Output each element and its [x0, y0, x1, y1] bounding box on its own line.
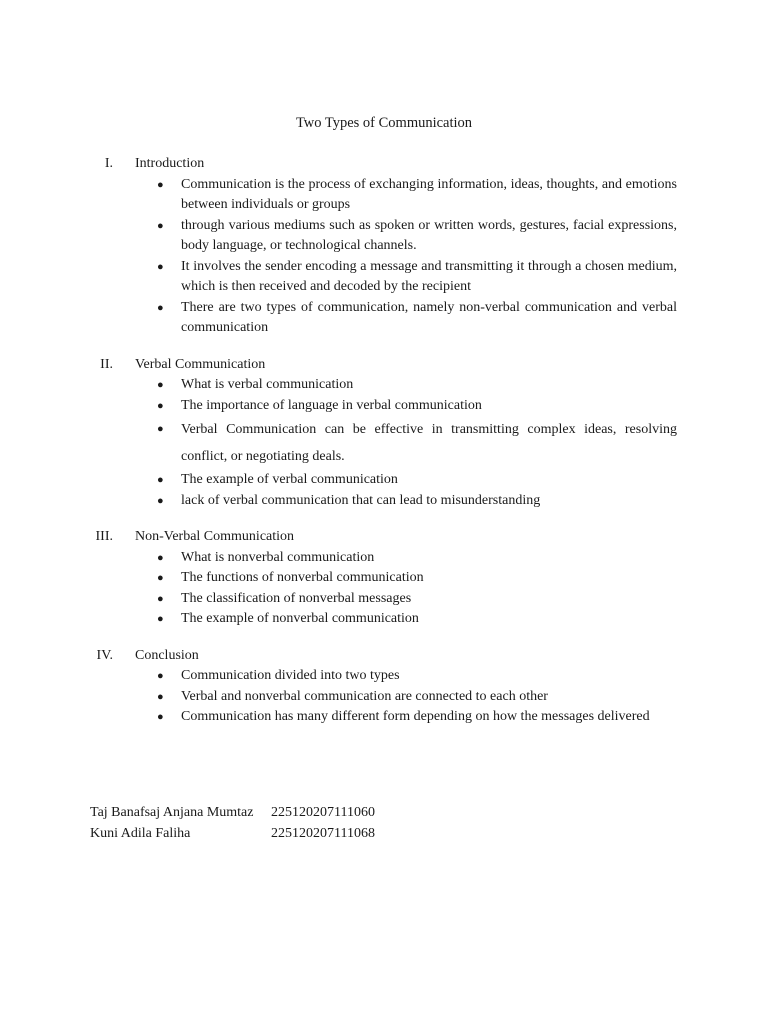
- bullet-icon: ●: [157, 260, 164, 273]
- list-item-text: There are two types of communication, namely non-verbal communication and verbal communication: [181, 299, 677, 335]
- list-item-text: Verbal and nonverbal communication are connected to each other: [181, 688, 548, 704]
- list-item-text: What is nonverbal communication: [181, 549, 375, 565]
- list-item: [157, 396, 677, 417]
- bullet-list: [0, 666, 768, 728]
- bullet-icon: ●: [157, 690, 164, 703]
- section-introduction: [0, 154, 768, 339]
- author-name: Taj Banafsaj Anjana Mumtaz: [90, 805, 254, 820]
- list-item-text: Communication has many different form depending on how the messages delivered: [181, 709, 650, 724]
- section-numeral: III.: [95, 529, 113, 544]
- section-numeral: I.: [104, 156, 113, 171]
- bullet-icon: ●: [157, 670, 164, 682]
- section-numeral: IV.: [96, 647, 113, 663]
- bullet-icon: ●: [157, 301, 164, 314]
- list-item: [157, 375, 677, 396]
- bullet-icon: ●: [157, 399, 164, 412]
- bullet-icon: ●: [157, 592, 164, 605]
- bullet-list: [0, 375, 768, 511]
- bullet-list: [0, 175, 768, 339]
- list-item: [157, 666, 677, 687]
- bullet-icon: ●: [157, 494, 164, 507]
- bullet-icon: ●: [157, 379, 164, 391]
- bullet-icon: ●: [157, 711, 164, 723]
- list-item-text: The example of verbal communication: [181, 472, 398, 487]
- section-heading: Introduction: [135, 156, 205, 171]
- author-student-id: 225120207111060: [271, 805, 375, 820]
- section-numeral: II.: [100, 356, 113, 372]
- list-item-text: What is verbal communication: [181, 377, 354, 392]
- list-item-text: The example of nonverbal communication: [181, 611, 419, 626]
- list-item: [157, 175, 677, 216]
- list-item-text: through various mediums such as spoken or written words, gestures, facial expressions, body language, or technological channels.: [181, 217, 677, 253]
- list-item-text: The classification of nonverbal messages: [181, 590, 412, 606]
- author-name: Kuni Adila Faliha: [90, 826, 191, 841]
- list-item-text: The functions of nonverbal communication: [181, 570, 424, 585]
- list-item-text: Verbal Communication can be effective in transmitting complex ideas, resolving conflict, or negotiating deals.: [181, 422, 677, 464]
- bullet-icon: ●: [157, 423, 164, 435]
- bullet-icon: ●: [157, 219, 164, 232]
- list-item: [157, 548, 677, 569]
- bullet-icon: ●: [157, 572, 164, 584]
- list-item: [157, 707, 677, 728]
- list-item: [157, 687, 677, 708]
- list-item: [157, 416, 677, 470]
- section-heading: Conclusion: [135, 647, 199, 663]
- list-item-text: Communication is the process of exchanging information, ideas, thoughts, and emotions between individuals or groups: [181, 176, 677, 212]
- list-item: [157, 589, 677, 610]
- list-item: [157, 298, 677, 339]
- list-item: [157, 609, 677, 630]
- list-item-text: It involves the sender encoding a message and transmitting it through a chosen medium, which is then received and decoded by the recipient: [181, 258, 677, 294]
- list-item: [157, 470, 677, 491]
- section-verbal-communication: [0, 355, 768, 512]
- bullet-icon: ●: [157, 613, 164, 625]
- bullet-icon: ●: [157, 474, 164, 486]
- list-item: [157, 568, 677, 589]
- list-item: [157, 257, 677, 298]
- list-item: [157, 216, 677, 257]
- section-non-verbal-communication: [0, 527, 768, 630]
- bullet-list: [0, 548, 768, 630]
- section-heading: Verbal Communication: [135, 356, 266, 372]
- list-item-text: The importance of language in verbal communication: [181, 397, 482, 413]
- section-conclusion: [0, 646, 768, 728]
- section-heading: Non-Verbal Communication: [135, 529, 295, 544]
- document-title: Two Types of Communication: [295, 115, 473, 131]
- list-item: [157, 491, 677, 512]
- list-item-text: lack of verbal communication that can lead to misunderstanding: [181, 492, 541, 508]
- outline: [0, 154, 768, 744]
- author-student-id: 225120207111068: [271, 826, 375, 841]
- bullet-icon: ●: [157, 551, 164, 564]
- bullet-icon: ●: [157, 178, 164, 191]
- list-item-text: Communication divided into two types: [181, 668, 400, 683]
